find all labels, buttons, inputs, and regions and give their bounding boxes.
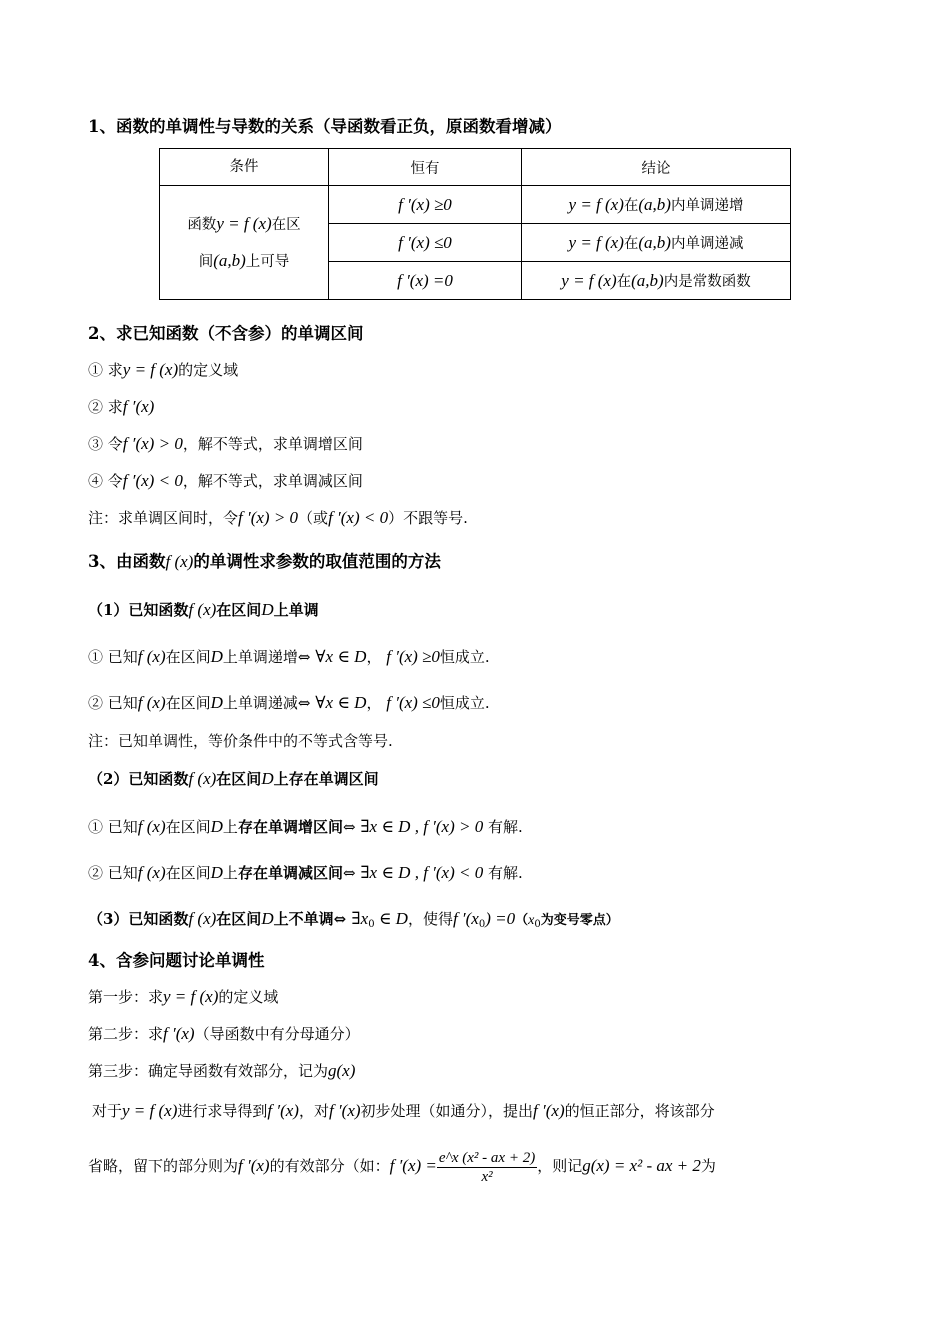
section-3-title: 3、由函数f (x)的单调性求参数的取值范围的方法: [88, 552, 441, 571]
table-condition-cell: [160, 186, 329, 300]
s4-step-2: 第二步：求f ′(x)（导函数中有分母通分）: [88, 1024, 360, 1043]
table-deriv-cell: f ′(x) ≥0: [329, 186, 522, 224]
cond-text: 间: [198, 253, 214, 270]
cond-formula: y = f (x): [216, 213, 272, 233]
s4-paragraph-2: 省略，留下的部分则为f ′(x)的有效部分（如：f ′(x) = $\frac{\text{e\textasciicircum{}x (x² - ax + 2)}}{\text{x²}}$ ，则记g(x) = x² - ax + 2为: [88, 1149, 716, 1185]
cond-text: 在区: [271, 216, 301, 233]
table-header-conclusion: 结论: [522, 149, 791, 186]
monotonicity-table: [159, 148, 791, 300]
cond-text: 函数: [187, 216, 217, 233]
table-deriv-cell: f ′(x) =0: [329, 262, 522, 300]
s4-step-1: 第一步：求y = f (x)的定义域: [88, 987, 279, 1006]
s2-step-1: ① 求y = f (x)的定义域: [88, 360, 239, 379]
table-deriv-cell: f ′(x) ≤0: [329, 224, 522, 262]
s3-sub-1: （1）已知函数f (x)在区间D上单调: [88, 600, 319, 619]
s2-note: 注：求单调区间时，令f ′(x) > 0（或f ′(x) < 0）不跟等号.: [88, 508, 468, 527]
section-2-title: 2、求已知函数（不含参）的单调区间: [88, 324, 364, 343]
cond-interval: (a,b): [213, 250, 246, 270]
s3-line-4: ② 已知f (x)在区间D上存在单调减区间⇔ ∃x ∈ D , f ′(x) < 0 有解.: [88, 863, 523, 882]
s2-step-3: ③ 令f ′(x) > 0，解不等式，求单调增区间: [88, 434, 363, 453]
section-4-title: 4、含参问题讨论单调性: [88, 951, 265, 970]
table-conclusion-cell: y = f (x)在(a,b)内是常数函数: [522, 262, 791, 300]
cond-text: 上可导: [245, 253, 290, 270]
table-header-always: 恒有: [329, 149, 522, 186]
s2-step-2: ② 求f ′(x): [88, 397, 155, 416]
s3-sub-2: （2）已知函数f (x)在区间D上存在单调区间: [88, 769, 379, 788]
s3-sub-3: （3）已知函数f (x)在区间D上不单调⇔ $\exists x_0$ ∈ D，使得f $'(x_0) =0(x_0$为变号零点）: [88, 909, 619, 930]
s4-step-3: 第三步：确定导函数有效部分，记为g(x): [88, 1061, 356, 1080]
table-conclusion-cell: y = f (x)在(a,b)内单调递增: [522, 186, 791, 224]
s4-paragraph-1: 对于y = f (x)进行求导得到f ′(x)，对f ′(x)初步处理（如通分），提出f ′(x)的恒正部分，将该部分: [92, 1101, 715, 1120]
table-header-condition: 条件: [160, 149, 329, 186]
section-1-title: 1、函数的单调性与导数的关系（导函数看正负，原函数看增减）: [88, 117, 562, 136]
table-conclusion-cell: y = f (x)在(a,b)内单调递减: [522, 224, 791, 262]
s3-line-2: ② 已知f (x)在区间D上单调递减⇔ ∀x ∈ D， f ′(x) ≤0恒成立.: [88, 693, 490, 712]
s3-note: 注：已知单调性，等价条件中的不等式含等号.: [88, 732, 393, 750]
s2-step-4: ④ 令f ′(x) < 0，解不等式，求单调减区间: [88, 471, 363, 490]
s3-line-3: ① 已知f (x)在区间D上存在单调增区间⇔ ∃x ∈ D , f ′(x) > 0 有解.: [88, 817, 523, 836]
s3-line-1: ① 已知f (x)在区间D上单调递增⇔ ∀x ∈ D， f ′(x) ≥0恒成立.: [88, 647, 490, 666]
fraction: $\frac{\text{e\textasciicircum{}x (x² - ax + 2)}}{\text{x²}}$: [438, 1149, 536, 1185]
